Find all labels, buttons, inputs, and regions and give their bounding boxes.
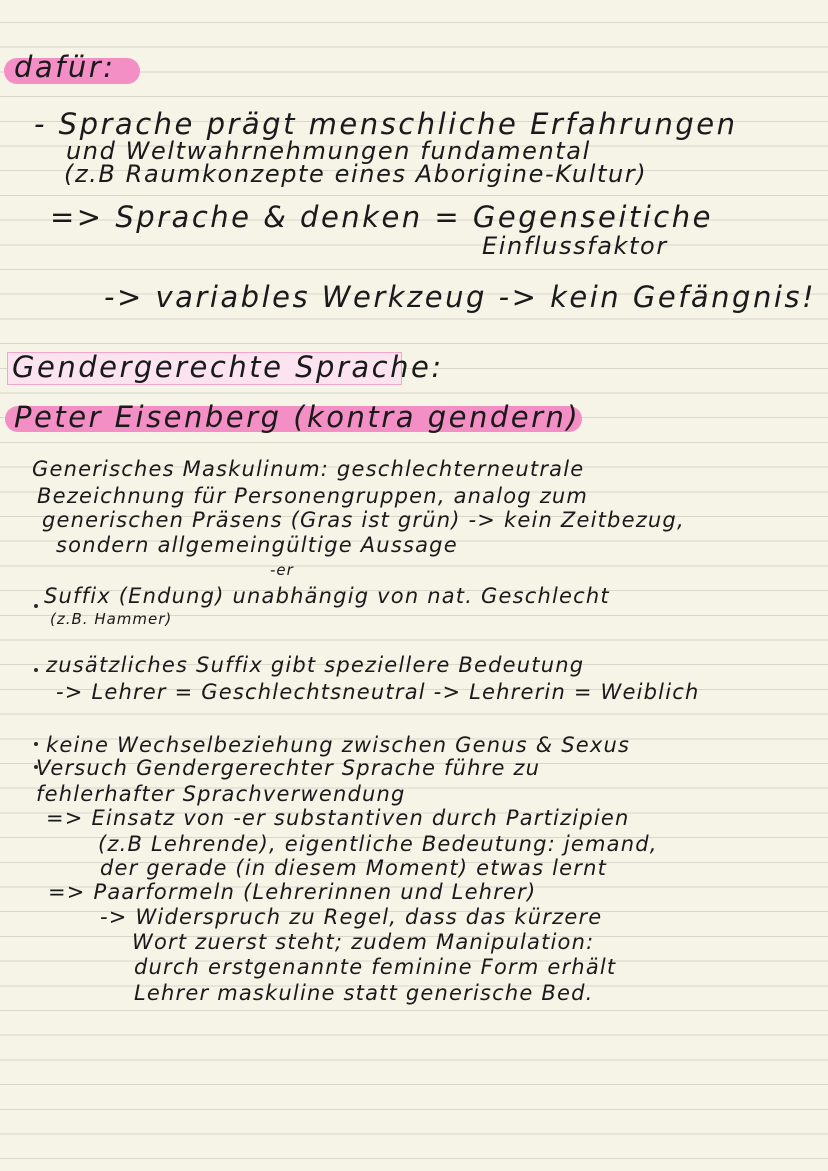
text-line: fehlerhafter Sprachverwendung [36, 782, 406, 806]
text-line: => Einsatz von -er substantiven durch Partizipien [46, 806, 630, 830]
text-line: durch erstgenannte feminine Form erhält [134, 955, 617, 979]
text-line: generischen Präsens (Gras ist grün) -> kein Zeitbezug, [42, 508, 685, 532]
suffix-er-annotation: -er [270, 561, 294, 579]
text-line: -> variables Werkzeug -> kein Gefängnis! [104, 280, 817, 314]
bullet-point [34, 742, 38, 746]
text-line: => Paarformeln (Lehrerinnen und Lehrer) [48, 880, 537, 904]
text-line: Bezeichnung für Personengruppen, analog zum [37, 484, 589, 508]
heading-peter-eisenberg: Peter Eisenberg (kontra gendern) [14, 400, 581, 434]
text-line: - Sprache prägt menschliche Erfahrungen [34, 107, 738, 141]
text-line: (z.B Lehrende), eigentliche Bedeutung: jemand, [98, 832, 658, 856]
bullet-point [34, 604, 38, 608]
text-line: der gerade (in diesem Moment) etwas lernt [100, 856, 608, 880]
text-line: und Weltwahrnehmungen fundamental [66, 137, 591, 165]
text-line: Einflussfaktor [482, 232, 668, 260]
text-line: Wort zuerst steht; zudem Manipulation: [132, 930, 595, 954]
text-line: -> Lehrer = Geschlechtsneutral -> Lehrerin = Weiblich [56, 680, 700, 704]
bullet-point [34, 668, 38, 672]
text-line: Generisches Maskulinum: geschlechterneutrale [32, 457, 585, 481]
text-line: keine Wechselbeziehung zwischen Genus & Sexus [46, 733, 631, 757]
text-line: -> Widerspruch zu Regel, dass das kürzere [100, 905, 603, 929]
text-line: (z.B Raumkonzepte eines Aborigine-Kultur) [64, 160, 648, 188]
heading-gendergerechte-sprache: Gendergerechte Sprache: [12, 350, 444, 384]
text-line: Versuch Gendergerechter Sprache führe zu [36, 756, 541, 780]
text-line: (z.B. Hammer) [50, 610, 173, 628]
text-line: => Sprache & denken = Gegenseitiche [50, 200, 713, 234]
text-line: Suffix (Endung) unabhängig von nat. Geschlecht [44, 584, 610, 608]
text-line: Lehrer maskuline statt generische Bed. [134, 981, 594, 1005]
text-line: sondern allgemeingültige Aussage [56, 533, 458, 557]
heading-dafuer: dafür: [14, 50, 116, 84]
text-line: zusätzliches Suffix gibt speziellere Bedeutung [46, 653, 585, 677]
